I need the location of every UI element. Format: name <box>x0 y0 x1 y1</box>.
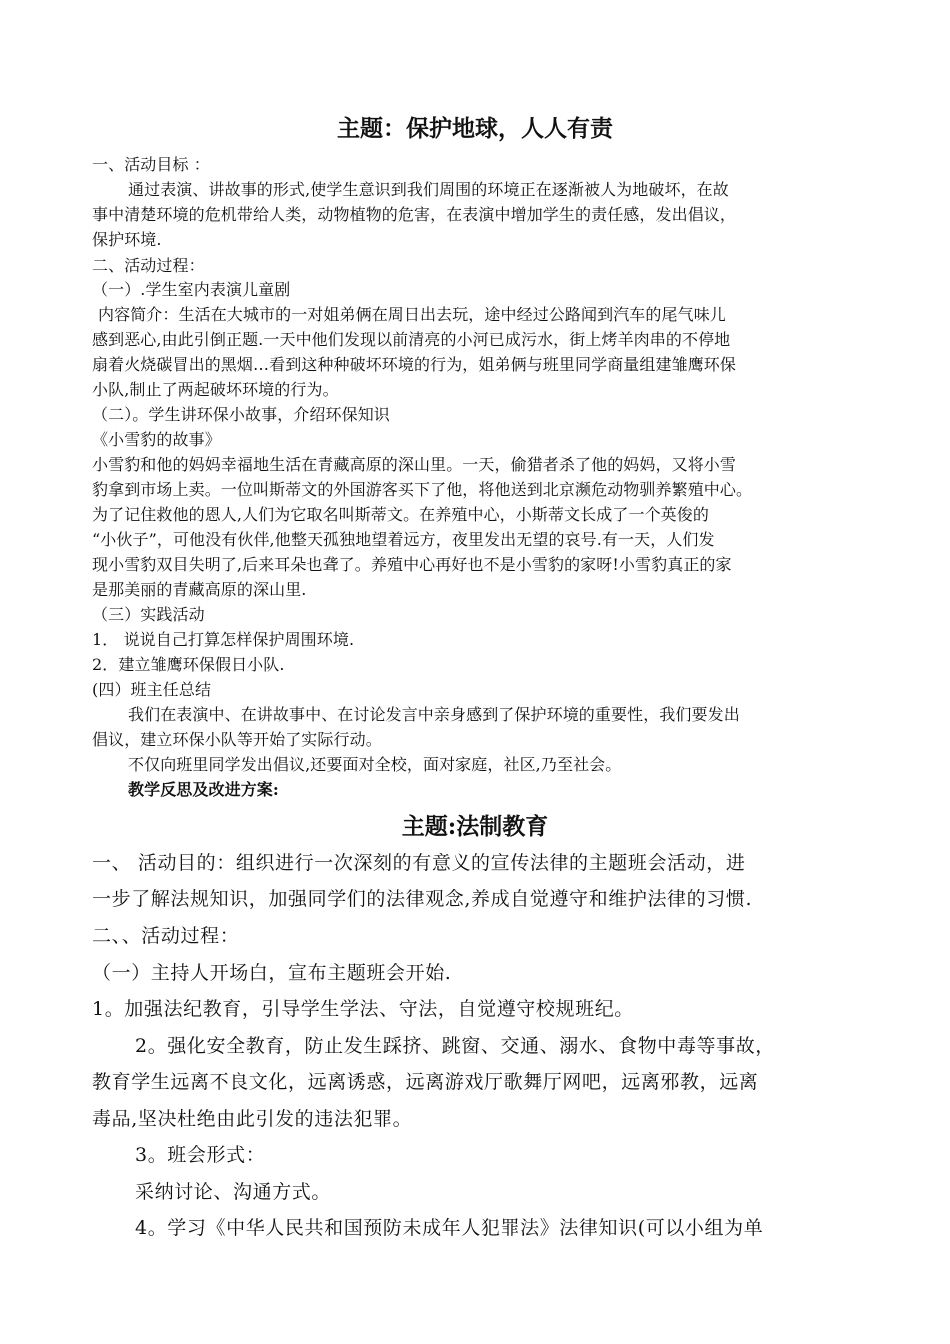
s2-line-6: 教育学生远离不良文化，远离诱惑，远离游戏厅歌舞厅网吧，远离邪教，远离 <box>92 1071 759 1093</box>
s1-line-21: (四）班主任总结 <box>92 680 212 699</box>
s1-line-1: 通过表演、讲故事的形式,使学生意识到我们周围的环境正在逐渐被人为地破坏，在故 <box>128 180 729 199</box>
s2-line-2: 二、、活动过程： <box>92 925 240 947</box>
s1-line-5: （一）.学生室内表演儿童剧 <box>92 280 291 299</box>
s2-line-10: 4。学习《中华人民共和国预防未成年人犯罪法》法律知识(可以小组为单 <box>135 1217 764 1239</box>
s2-line-3: （一）主持人开场白，宣布主题班会开始. <box>92 962 452 984</box>
s1-line-4: 二、活动过程： <box>92 256 205 275</box>
s1-line-8: 扇着火烧碳冒出的黑烟…看到这种种破坏环境的行为，姐弟俩与班里同学商量组建雏鹰环保 <box>92 355 737 374</box>
s2-line-8: 3。班会形式： <box>135 1144 266 1166</box>
s1-line-9: 小队,制止了两起破坏环境的行为。 <box>92 380 339 399</box>
s1-line-0: 一、活动目标 ： <box>92 155 210 174</box>
s1-line-14: 为了记住救他的恩人,人们为它取名叫斯蒂文。在养殖中心，小斯蒂文长成了一个英俊的 <box>92 505 709 524</box>
s1-line-3: 保护环境. <box>92 230 162 249</box>
s1-line-24: 不仅向班里同学发出倡议,还要面对全校，面对家庭，社区,乃至社会。 <box>128 755 622 774</box>
s1-line-19: 1． 说说自己打算怎样保护周围环境. <box>92 630 355 649</box>
s2-line-1: 一步了解法规知识，加强同学们的法律观念,养成自觉遵守和维护法律的习惯. <box>92 888 753 910</box>
s1-line-10: （二）。学生讲环保小故事，介绍环保知识 <box>92 405 390 424</box>
s1-line-16: 现小雪豹双目失明了,后来耳朵也聋了。养殖中心再好也不是小雪豹的家呀!小雪豹真正的家 <box>92 555 732 574</box>
s1-line-23: 倡议，建立环保小队等开始了实际行动。 <box>92 730 382 749</box>
s1-line-17: 是那美丽的青藏高原的深山里. <box>92 580 307 599</box>
s2-line-4: 1。加强法纪教育，引导学生学法、守法，自觉遵守校规班纪。 <box>92 998 634 1020</box>
s1-line-13: 豹拿到市场上卖。一位叫斯蒂文的外国游客买下了他，将他送到北京濒危动物驯养繁殖中心。 <box>92 480 753 499</box>
s1-line-20: 2．建立雏鹰环保假日小队. <box>92 655 285 674</box>
s2-line-0: 一、 活动目的：组织进行一次深刻的有意义的宣传法律的主题班会活动，进 <box>92 852 746 874</box>
s1-line-7: 感到恶心,由此引倒正题.一天中他们发现以前清亮的小河已成污水，街上烤羊肉串的不停地 <box>92 330 731 349</box>
s2-line-7: 毒品,坚决杜绝由此引发的违法犯罪。 <box>92 1108 413 1130</box>
s2-line-5: 2。强化安全教育，防止发生踩挤、跳窗、交通、溺水、食物中毒等事故， <box>135 1035 775 1057</box>
section-1-title: 主题：保护地球，人人有责 <box>337 115 613 142</box>
s2-line-9: 采纳讨论、沟通方式。 <box>135 1181 332 1203</box>
s1-line-11: 《小雪豹的故事》 <box>92 430 221 449</box>
s1-line-6: 内容简介：生活在大城市的一对姐弟俩在周日出去玩，途中经过公路闻到汽车的尾气味儿 <box>98 305 726 324</box>
s1-line-22: 我们在表演中、在讲故事中、在讨论发言中亲身感到了保护环境的重要性，我们要发出 <box>128 705 740 724</box>
s1-line-18: （三）实践活动 <box>92 605 205 624</box>
section-2-title: 主题:法制教育 <box>401 813 549 840</box>
s1-reflection-heading: 教学反思及改进方案: <box>128 780 279 799</box>
s1-line-12: 小雪豹和他的妈妈幸福地生活在青藏高原的深山里。一天，偷猎者杀了他的妈妈，又将小雪 <box>92 455 737 474</box>
s1-line-2: 事中清楚环境的危机带给人类，动物植物的危害，在表演中增加学生的责任感，发出倡议， <box>92 205 737 224</box>
s1-line-15: “小伙子”，可他没有伙伴,他整天孤独地望着远方，夜里发出无望的哀号.有一天，人们发 <box>92 530 715 549</box>
